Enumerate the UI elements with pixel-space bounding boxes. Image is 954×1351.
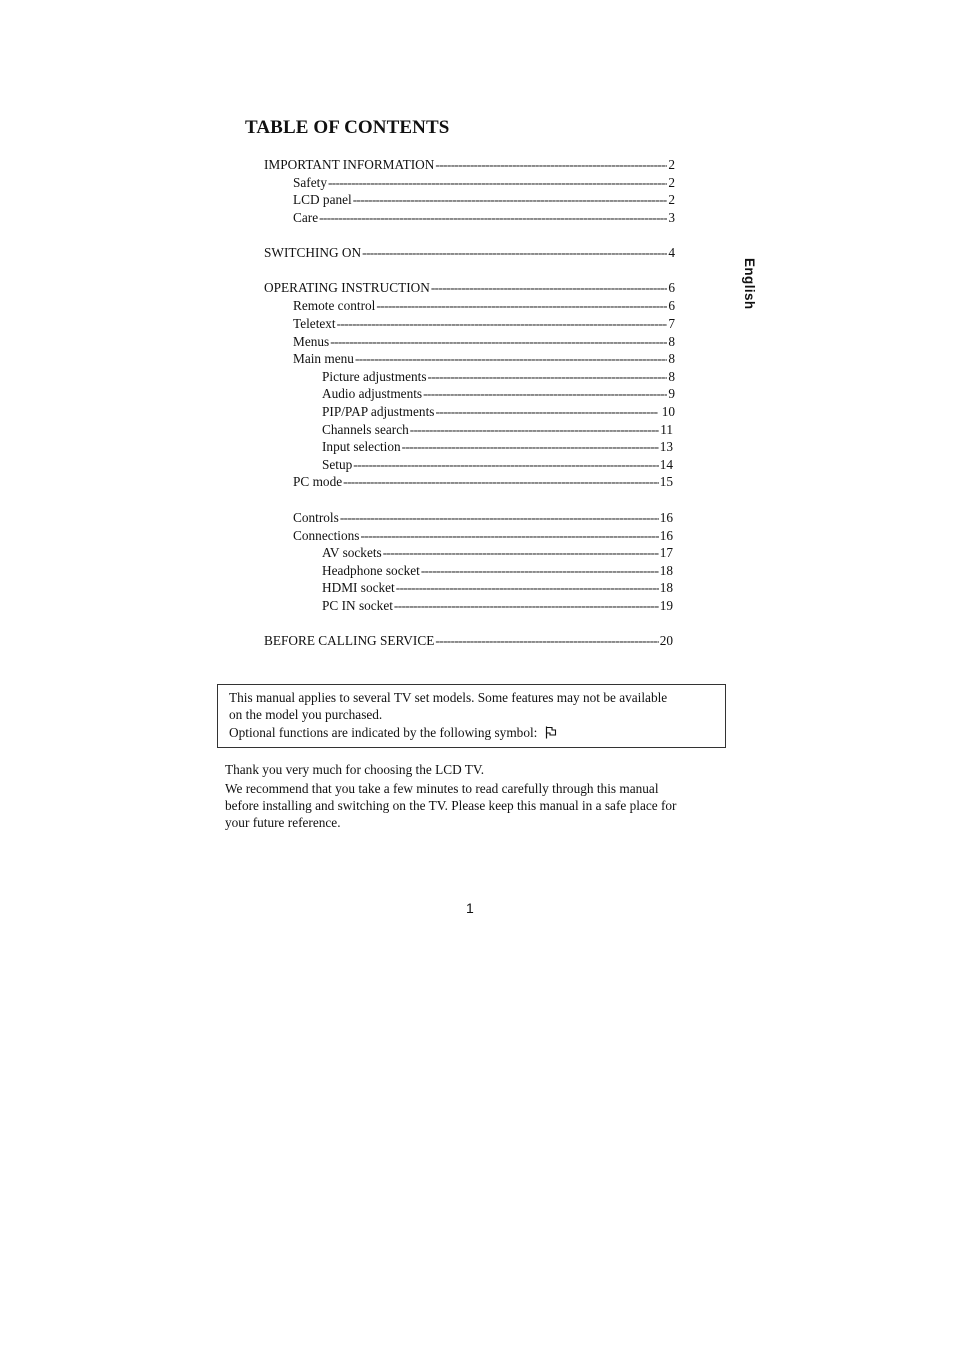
toc-entry-page: 2 — [668, 192, 675, 207]
toc-entry-label: Remote control — [293, 298, 376, 313]
toc-entry-safety[interactable] — [293, 174, 675, 192]
toc-dot-leader — [396, 579, 659, 597]
toc-entry-channels-search[interactable] — [322, 421, 673, 439]
toc-entry-operating-instruction[interactable] — [264, 279, 675, 297]
toc-entry-label: Picture adjustments — [322, 369, 427, 384]
toc-entry-teletext[interactable] — [293, 315, 675, 333]
toc-entry-page: 3 — [668, 210, 675, 225]
toc-entry-lcd-panel[interactable] — [293, 191, 675, 209]
toc-entry-label: Care — [293, 210, 319, 225]
toc-entry-connections[interactable] — [293, 527, 673, 545]
toc-entry-label: OPERATING INSTRUCTION — [264, 280, 430, 295]
toc-entry-controls[interactable] — [293, 509, 673, 527]
toc-entry-page: 19 — [659, 598, 673, 613]
toc-entry-page: 8 — [668, 351, 675, 366]
page-number: 1 — [466, 900, 474, 916]
toc-dot-leader — [383, 544, 659, 562]
toc-dot-leader — [435, 632, 658, 650]
toc-entry-page: 11 — [660, 422, 673, 437]
model-notice-line-2: on the model you purchased. — [229, 707, 383, 722]
toc-entry-label: IMPORTANT INFORMATION — [264, 157, 435, 172]
toc-entry-page: 18 — [659, 580, 673, 595]
toc-entry-page: 8 — [668, 369, 675, 384]
toc-entry-label: Headphone socket — [322, 563, 420, 578]
toc-entry-label: BEFORE CALLING SERVICE — [264, 633, 435, 648]
toc-dot-leader — [343, 473, 659, 491]
toc-dot-leader — [435, 403, 657, 421]
toc-dot-leader — [402, 438, 659, 456]
toc-entry-label: Connections — [293, 528, 360, 543]
toc-entry-page: 6 — [668, 298, 675, 313]
toc-entry-audio-adjustments[interactable] — [322, 385, 675, 403]
toc-entry-page: 18 — [659, 563, 673, 578]
toc-entry-page: 14 — [659, 457, 673, 472]
toc-dot-leader — [340, 509, 659, 527]
toc-entry-page: 20 — [659, 633, 673, 648]
toc-dot-leader — [435, 156, 667, 174]
toc-entry-care[interactable] — [293, 209, 675, 227]
toc-entry-label: LCD panel — [293, 192, 352, 207]
toc-dot-leader — [337, 315, 668, 333]
toc-dot-leader — [394, 597, 659, 615]
intro-line-2: We recommend that you take a few minutes to read carefully through this manual — [225, 781, 659, 796]
toc-dot-leader — [362, 244, 667, 262]
toc-entry-page: 7 — [668, 316, 675, 331]
toc-entry-label: Safety — [293, 175, 327, 190]
toc-entry-page: 9 — [668, 386, 675, 401]
toc-entry-av-sockets[interactable] — [322, 544, 673, 562]
toc-entry-page: 4 — [668, 245, 675, 260]
toc-entry-label: PC mode — [293, 474, 343, 489]
toc-entry-menus[interactable] — [293, 333, 675, 351]
toc-entry-pc-mode[interactable] — [293, 473, 673, 491]
toc-entry-input-selection[interactable] — [322, 438, 673, 456]
model-notice-line-3 — [229, 724, 557, 742]
model-notice-line-1: This manual applies to several TV set models. Some features may not be available — [229, 690, 668, 705]
toc-entry-main-menu[interactable] — [293, 350, 675, 368]
toc-dot-leader — [428, 368, 668, 386]
toc-entry-before-calling-service[interactable] — [264, 632, 673, 650]
toc-entry-page: 16 — [659, 510, 673, 525]
toc-entry-headphone-socket[interactable] — [322, 562, 673, 580]
toc-entry-page: 13 — [659, 439, 673, 454]
toc-dot-leader — [410, 421, 659, 439]
toc-dot-leader — [423, 385, 667, 403]
toc-entry-label: AV sockets — [322, 545, 382, 560]
toc-entry-label: Setup — [322, 457, 353, 472]
toc-dot-leader — [328, 174, 667, 192]
page-title: TABLE OF CONTENTS — [245, 117, 450, 138]
toc-dot-leader — [431, 279, 668, 297]
toc-entry-label: SWITCHING ON — [264, 245, 362, 260]
language-tab-label: English — [742, 258, 757, 310]
toc-dot-leader — [360, 527, 658, 545]
toc-entry-page: 8 — [668, 334, 675, 349]
model-notice-line-3-text: Optional functions are indicated by the following symbol: — [229, 725, 538, 740]
toc-entry-label: PC IN socket — [322, 598, 393, 613]
toc-entry-remote-control[interactable] — [293, 297, 675, 315]
toc-entry-page: 10 — [661, 404, 675, 419]
toc-entry-page: 6 — [668, 280, 675, 295]
toc-dot-leader — [421, 562, 659, 580]
toc-entry-label: PIP/PAP adjustments — [322, 404, 435, 419]
toc-entry-label: Audio adjustments — [322, 386, 423, 401]
toc-entry-label: Teletext — [293, 316, 336, 331]
toc-entry-label: HDMI socket — [322, 580, 395, 595]
toc-entry-pip-pap-adjustments[interactable] — [322, 403, 675, 421]
toc-entry-page: 17 — [659, 545, 673, 560]
toc-entry-important-information[interactable] — [264, 156, 675, 174]
toc-dot-leader — [355, 350, 667, 368]
toc-dot-leader — [353, 456, 658, 474]
toc-entry-page: 16 — [659, 528, 673, 543]
toc-dot-leader — [319, 209, 667, 227]
toc-entry-pc-in-socket[interactable] — [322, 597, 673, 615]
toc-entry-label: Controls — [293, 510, 339, 525]
toc-dot-leader — [376, 297, 667, 315]
toc-entry-label: Input selection — [322, 439, 401, 454]
intro-line-3: before installing and switching on the TV. Please keep this manual in a safe place for — [225, 798, 677, 813]
toc-entry-page: 15 — [659, 474, 673, 489]
toc-entry-switching-on[interactable] — [264, 244, 675, 262]
toc-dot-leader — [330, 333, 667, 351]
optional-function-flag-icon — [545, 726, 557, 739]
toc-entry-page: 2 — [668, 157, 675, 172]
toc-dot-leader — [353, 191, 668, 209]
intro-line-4: your future reference. — [225, 815, 341, 830]
toc-entry-label: Main menu — [293, 351, 354, 366]
toc-entry-setup[interactable] — [322, 456, 673, 474]
intro-line-1: Thank you very much for choosing the LCD TV. — [225, 762, 485, 777]
toc-entry-label: Menus — [293, 334, 330, 349]
toc-entry-hdmi-socket[interactable] — [322, 579, 673, 597]
toc-entry-label: Channels search — [322, 422, 409, 437]
toc-entry-picture-adjustments[interactable] — [322, 368, 675, 386]
toc-entry-page: 2 — [668, 175, 675, 190]
